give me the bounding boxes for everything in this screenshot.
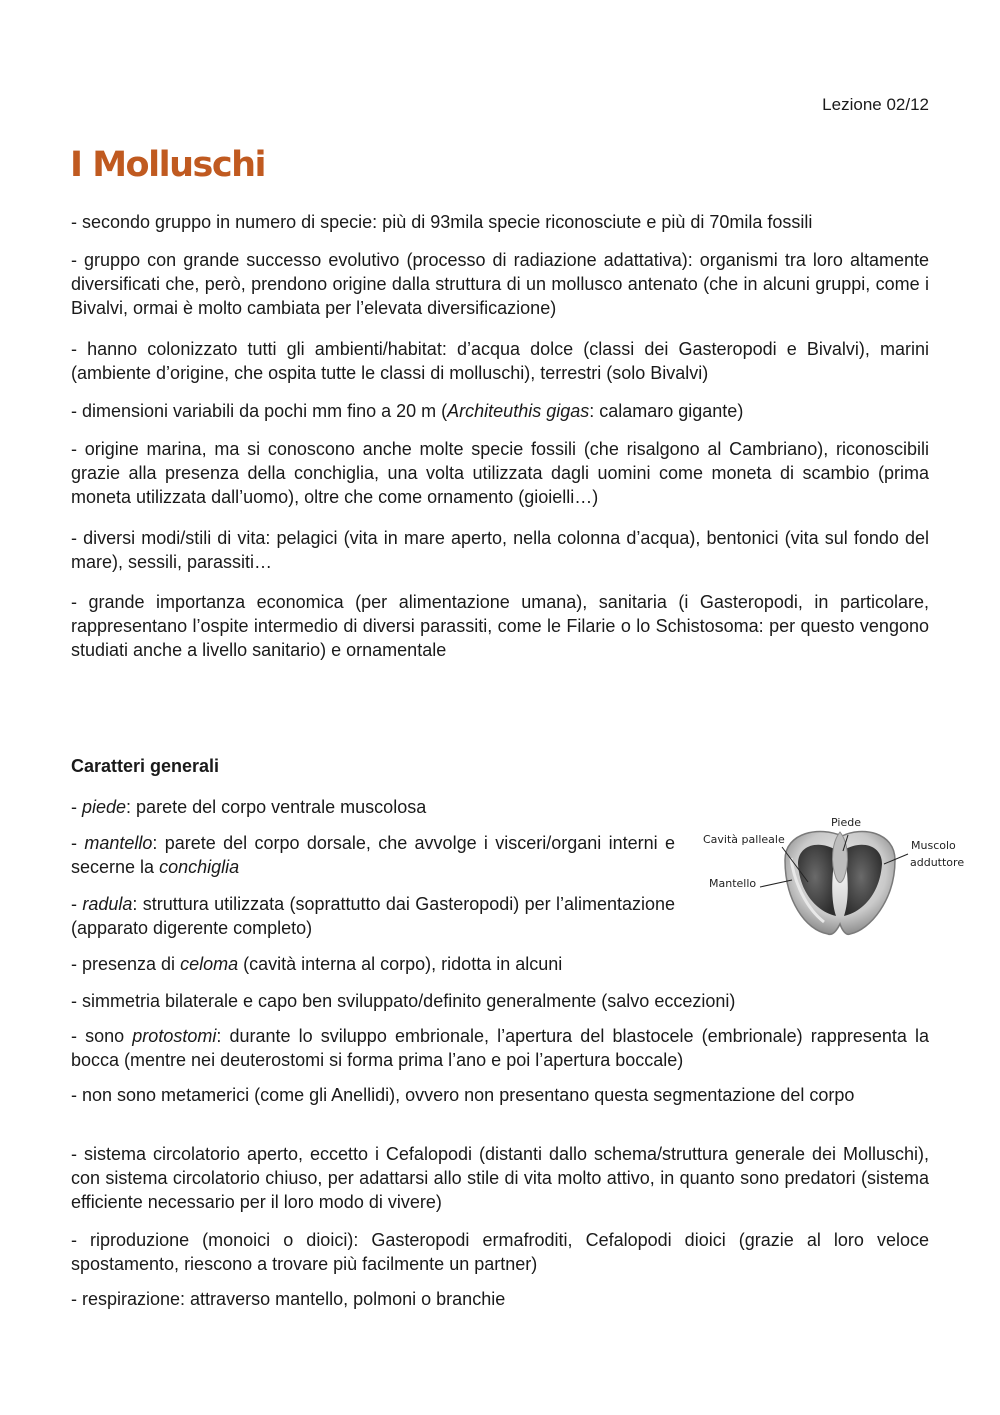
label-muscolo: Muscolo (911, 839, 956, 852)
trait-item: - presenza di celoma (cavità interna al corpo), ridotta in alcuni (71, 954, 563, 974)
trait-item: - radula: struttura utilizzata (soprattutto dai Gasteropodi) per l’alimentazione (apparato digerente completo) (71, 894, 676, 938)
intro-paragraph: - hanno colonizzato tutti gli ambienti/habitat: d’acqua dolce (classi dei Gasteropodi e Bivalvi), marini (ambiente d’origine, che ospita tutte le classi di molluschi), terrestri (solo Bivalvi) (71, 339, 929, 383)
label-cavita-palleale: Cavità palleale (703, 833, 785, 846)
trait-item: - respirazione: attraverso mantello, polmoni o branchie (71, 1289, 506, 1309)
trait-item: - sistema circolatorio aperto, eccetto i Cefalopodi (distanti dallo schema/struttura generale dei Molluschi), con sistema circolatorio chiuso, per adattarsi allo stile di vita molto attivo, in quanto sono predatori (sistema efficiente necessario per il loro modo di vivere) (71, 1144, 929, 1212)
trait-item: - non sono metamerici (come gli Anellidi), ovvero non presentano questa segmentazione del corpo (71, 1085, 855, 1105)
intro-paragraph: - grande importanza economica (per alimentazione umana), sanitaria (i Gasteropodi, in particolare, rappresentano l’ospite intermedio di diversi parassiti, come le Filarie o lo Schistosoma: per questo vengono studiati anche a livello sanitario) e ornamentale (71, 592, 929, 660)
trait-item: - riproduzione (monoici o dioici): Gasteropodi ermafroditi, Cefalopodi dioici (grazie al loro veloce spostamento, riescono a trovare più facilmente un partner) (71, 1230, 929, 1274)
label-adduttore: adduttore (910, 856, 965, 869)
intro-paragraph: - gruppo con grande successo evolutivo (processo di radiazione adattativa): organismi tra loro altamente diversificati che, però, prendono origine dalla struttura di un mollusco antenato (che in alcuni gruppi, come i Bivalvi, ormai è molto cambiata per l’elevata diversificazione) (71, 250, 929, 318)
label-mantello: Mantello (709, 877, 757, 890)
bivalve-diagram (690, 812, 980, 942)
lesson-number: Lezione 02/12 (822, 95, 929, 114)
trait-item: - simmetria bilaterale e capo ben sviluppato/definito generalmente (salvo eccezioni) (71, 991, 736, 1011)
intro-paragraph: - dimensioni variabili da pochi mm fino a 20 m (Architeuthis gigas: calamaro gigante) (71, 401, 744, 421)
intro-paragraph: - secondo gruppo in numero di specie: più di 93mila specie riconosciute e più di 70mila fossili (71, 212, 813, 232)
trait-item: - mantello: parete del corpo dorsale, che avvolge i visceri/organi interni e secerne la conchiglia (71, 833, 676, 877)
intro-paragraph: - origine marina, ma si conoscono anche molte specie fossili (che risalgono al Cambriano), riconoscibili grazie alla presenza della conchiglia, una volta utilizzata dagli uomini come moneta di scambio (prima moneta utilizzata dall’uomo), oltre che come ornamento (gioielli…) (71, 439, 929, 507)
label-piede: Piede (831, 816, 861, 829)
trait-item: - sono protostomi: durante lo sviluppo embrionale, l’apertura del blastocele (embrionale) rappresenta la bocca (mentre nei deuterostomi si forma prima l’ano e poi l’apertura boccale) (71, 1026, 930, 1070)
page-title: I Molluschi (70, 145, 265, 185)
trait-item: - piede: parete del corpo ventrale muscolosa (71, 797, 427, 817)
section-heading: Caratteri generali (71, 756, 220, 776)
intro-paragraph: - diversi modi/stili di vita: pelagici (vita in mare aperto, nella colonna d’acqua), bentonici (vita sul fondo del mare), sessili, parassiti… (71, 528, 929, 572)
